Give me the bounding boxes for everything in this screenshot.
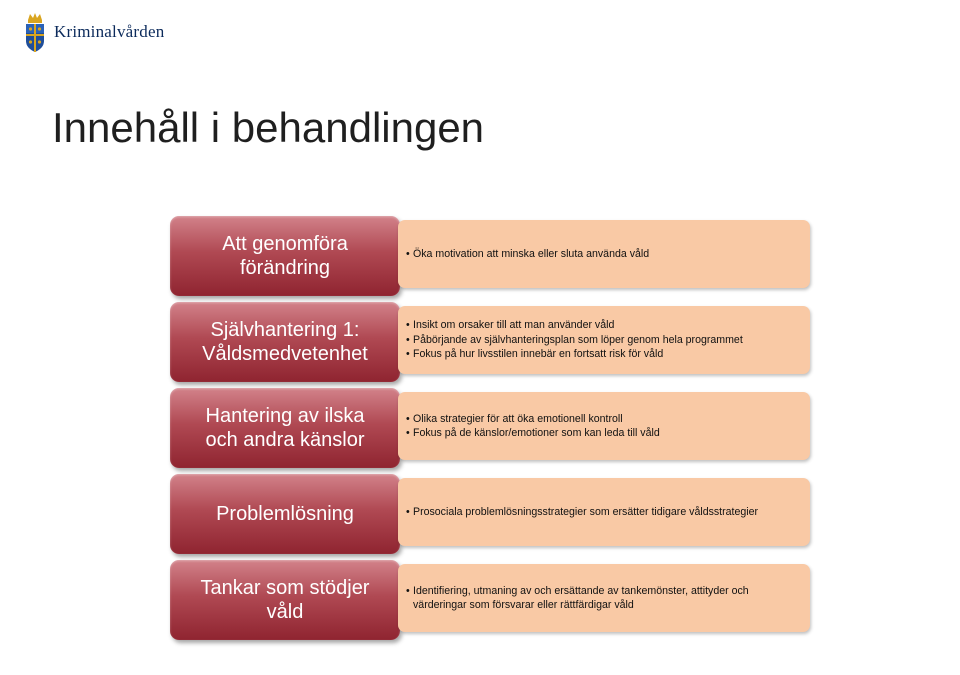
row-heading-box [170,474,400,554]
bullet-item: • Olika strategier för att öka emotionell kontroll [406,412,660,427]
header [24,10,164,54]
row-heading: Tankar som stödjer våld [200,577,370,623]
bullet-list [406,584,802,613]
row-content-box [398,564,810,632]
org-logo-text: Kriminalvården [54,22,165,41]
bullet-list [406,318,743,362]
row-heading: Hantering av ilska och andra känslor [205,405,365,451]
row-heading-box [170,388,400,468]
content-row [170,474,815,560]
bullet-list [406,505,758,520]
row-heading: Att genomföra förändring [222,233,348,279]
bullet-item: • Identifiering, utmaning av och ersättande av tankemönster, attityder och värderingar som försvarar eller rättfärdigar våld [406,584,802,613]
content-row [170,560,815,646]
bullet-item: • Fokus på hur livsstilen innebär en fortsatt risk för våld [406,347,743,362]
row-content-box [398,306,810,374]
row-content-box [398,478,810,546]
row-content-box [398,392,810,460]
bullet-item: • Fokus på de känslor/emotioner som kan leda till våld [406,426,660,441]
row-heading-box [170,302,400,382]
content-row [170,302,815,388]
bullet-item: • Prosociala problemlösningsstrategier som ersätter tidigare våldsstrategier [406,505,758,520]
bullet-item: • Påbörjande av självhanteringsplan som löper genom hela programmet [406,333,743,348]
content-row [170,388,815,474]
bullet-item: • Insikt om orsaker till att man använder våld [406,318,743,333]
content-row [170,216,815,302]
bullet-list [406,412,660,441]
slide-title: Innehåll i behandlingen [52,104,485,151]
crown-crest-icon [24,11,46,53]
row-heading-box [170,560,400,640]
bullet-list [406,247,649,262]
bullet-item: • Öka motivation att minska eller sluta använda våld [406,247,649,262]
row-heading: Självhantering 1: Våldsmedvetenhet [202,319,368,365]
row-content-box [398,220,810,288]
row-heading-box [170,216,400,296]
row-heading: Problemlösning [216,503,354,525]
